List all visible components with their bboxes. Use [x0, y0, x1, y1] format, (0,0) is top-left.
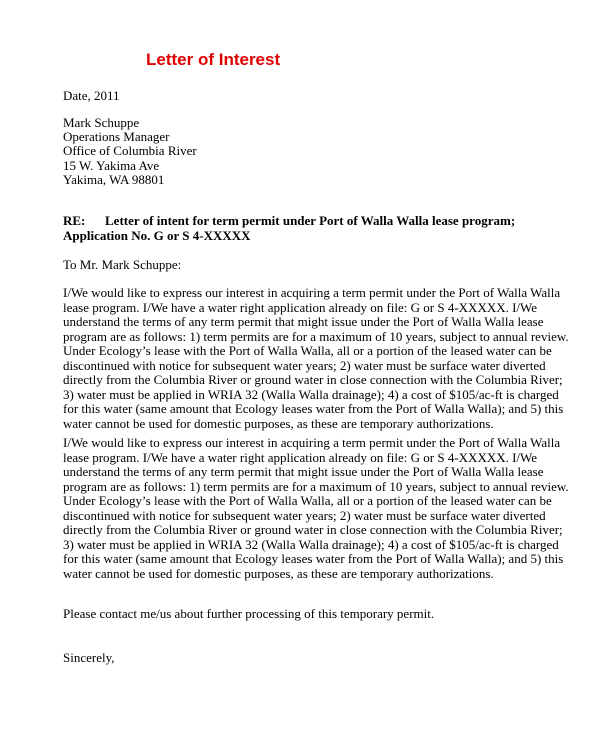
subject-line — [63, 214, 583, 243]
paragraph-line: program are as follows: 1) term permits are for a maximum of 10 years, subject to annual review. — [63, 328, 569, 344]
paragraph-line: water cannot be used for domestic purposes, as these are temporary authorizations. — [63, 565, 494, 581]
subject-label: RE: — [63, 213, 86, 228]
subject-text: Letter of intent for term permit under Port of Walla Walla lease program; — [105, 213, 516, 228]
closing: Sincerely, — [63, 650, 115, 665]
body-paragraph-2 — [63, 436, 569, 581]
recipient-city: Yakima, WA 98801 — [63, 171, 165, 187]
paragraph-line: 3) water must be applied in WRIA 32 (Walla Walla drainage); 4) a cost of $105/ac-ft is charged — [63, 386, 559, 402]
letter-date: Date, 2011 — [63, 88, 120, 103]
paragraph-line: 3) water must be applied in WRIA 32 (Walla Walla drainage); 4) a cost of $105/ac-ft is charged — [63, 536, 559, 552]
recipient-office: Office of Columbia River — [63, 143, 197, 159]
paragraph-line: for this water (same amount that Ecology leases water from the Port of Walla Walla); and 5) this — [63, 401, 564, 417]
paragraph-line: discontinued with notice for subsequent water years; 2) water must be surface water diverted — [63, 507, 546, 523]
recipient-address — [63, 116, 197, 187]
paragraph-line: Under Ecology’s lease with the Port of Walla Walla, all or a portion of the leased water can be — [63, 493, 552, 509]
paragraph-line: water cannot be used for domestic purposes, as these are temporary authorizations. — [63, 415, 494, 431]
paragraph-line: lease program. I/We have a water right application already on file: G or S 4-XXXXX. I/We — [63, 449, 538, 465]
body-paragraph-1 — [63, 286, 569, 431]
contact-request: Please contact me/us about further processing of this temporary permit. — [63, 606, 435, 621]
salutation: To Mr. Mark Schuppe: — [63, 257, 182, 272]
letter-title: Letter of Interest — [146, 50, 281, 69]
paragraph-line: program are as follows: 1) term permits are for a maximum of 10 years, subject to annual review. — [63, 478, 569, 494]
paragraph-line: I/We would like to express our interest in acquiring a term permit under the Port of Walla Walla — [63, 285, 561, 300]
recipient-street: 15 W. Yakima Ave — [63, 157, 160, 173]
recipient-name: Mark Schuppe — [63, 115, 140, 130]
paragraph-line: understand the terms of any term permit that might issue under the Port of Walla Walla lease — [63, 314, 544, 330]
paragraph-line: Under Ecology’s lease with the Port of Walla Walla, all or a portion of the leased water can be — [63, 343, 552, 359]
paragraph-line: I/We would like to express our interest in acquiring a term permit under the Port of Walla Walla — [63, 435, 561, 450]
subject-application: Application No. G or S 4-XXXXX — [63, 227, 251, 243]
paragraph-line: for this water (same amount that Ecology leases water from the Port of Walla Walla); and 5) this — [63, 551, 564, 567]
paragraph-line: lease program. I/We have a water right application already on file: G or S 4-XXXXX. I/We — [63, 299, 538, 315]
paragraph-line: directly from the Columbia River or ground water in close connection with the Columbia River; — [63, 522, 563, 538]
paragraph-line: understand the terms of any term permit that might issue under the Port of Walla Walla lease — [63, 464, 544, 480]
recipient-title: Operations Manager — [63, 129, 170, 145]
paragraph-line: discontinued with notice for subsequent water years; 2) water must be surface water diverted — [63, 357, 546, 373]
paragraph-line: directly from the Columbia River or ground water in close connection with the Columbia River; — [63, 372, 563, 388]
